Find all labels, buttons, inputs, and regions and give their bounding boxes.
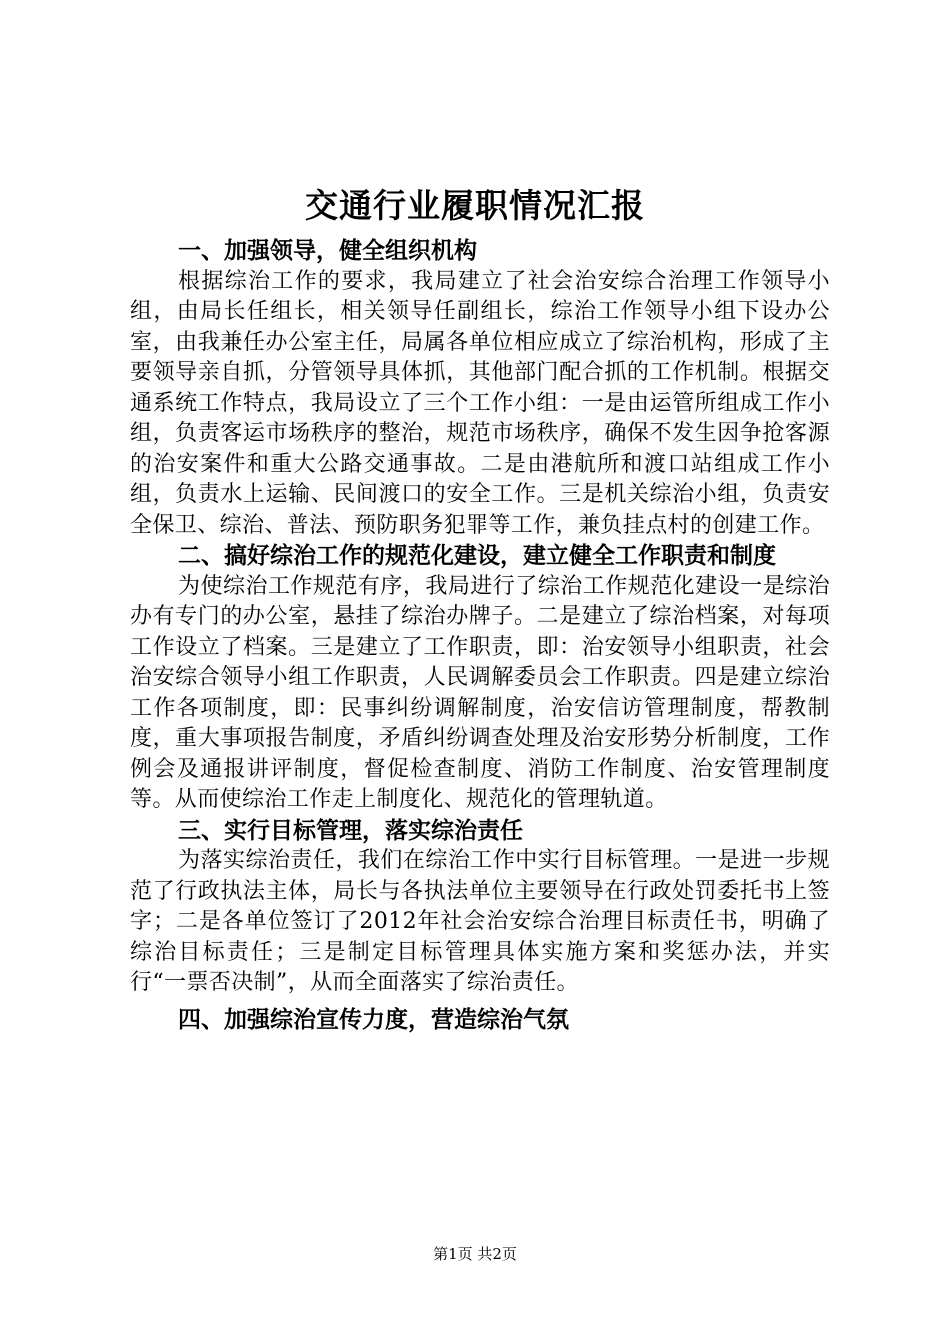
page-number-footer: 第1页 共2页 xyxy=(433,1245,517,1263)
section-2-paragraph: 为使综治工作规范有序，我局进行了综治工作规范化建设一是综治办有专门的办公室，悬挂了综治办牌子。二是建立了综治档案，对每项工作设立了档案。三是建立了工作职责，即：治安领导小组职责，社会治安综合领导小组工作职责，人民调解委员会工作职责。四是建立综治工作各项制度，即：民事纠纷调解制度，治安信访管理制度，帮教制度，重大事项报告制度，矛盾纠纷调查处理及治安形势分析制度，工作例会及通报讲评制度，督促检查制度、消防工作制度、治安管理制度等。从而使综治工作走上制度化、规范化的管理轨道。 xyxy=(130,573,830,812)
document-title: 交通行业履职情况汇报 xyxy=(305,186,645,225)
section-1-heading: 一、加强领导，健全组织机构 xyxy=(178,238,477,264)
section-3-heading: 三、实行目标管理，落实综治责任 xyxy=(178,817,523,844)
section-4-heading: 四、加强综治宣传力度，营造综治气氛 xyxy=(178,1006,569,1033)
section-1-paragraph: 根据综治工作的要求，我局建立了社会治安综合治理工作领导小组，由局长任组长，相关领导任副组长，综治工作领导小组下设办公室，由我兼任办公室主任，局属各单位相应成立了综治机构，形成了主要领导亲自抓，分管领导具体抓，其他部门配合抓的工作机制。根据交通系统工作特点，我局设立了三个工作小组：一是由运管所组成工作小组，负责客运市场秩序的整治，规范市场秩序，确保不发生因争抢客源的治安案件和重大公路交通事故。二是由港航所和渡口站组成工作小组，负责水上运输、民间渡口的安全工作。三是机关综治小组，负责安全保卫、综治、普法、预防职务犯罪等工作，兼负挂点村的创建工作。 xyxy=(130,268,830,538)
document-body xyxy=(130,236,830,1035)
section-3-paragraph: 为落实综治责任，我们在综治工作中实行目标管理。一是进一步规范了行政执法主体，局长与各执法单位主要领导在行政处罚委托书上签字；二是各单位签订了2012年社会治安综合治理目标责任书，明确了综治目标责任；三是制定目标管理具体实施方案和奖惩办法，并实行“一票否决制”，从而全面落实了综治责任。 xyxy=(130,848,830,995)
section-2-heading: 二、搞好综治工作的规范化建设，建立健全工作职责和制度 xyxy=(178,543,776,569)
